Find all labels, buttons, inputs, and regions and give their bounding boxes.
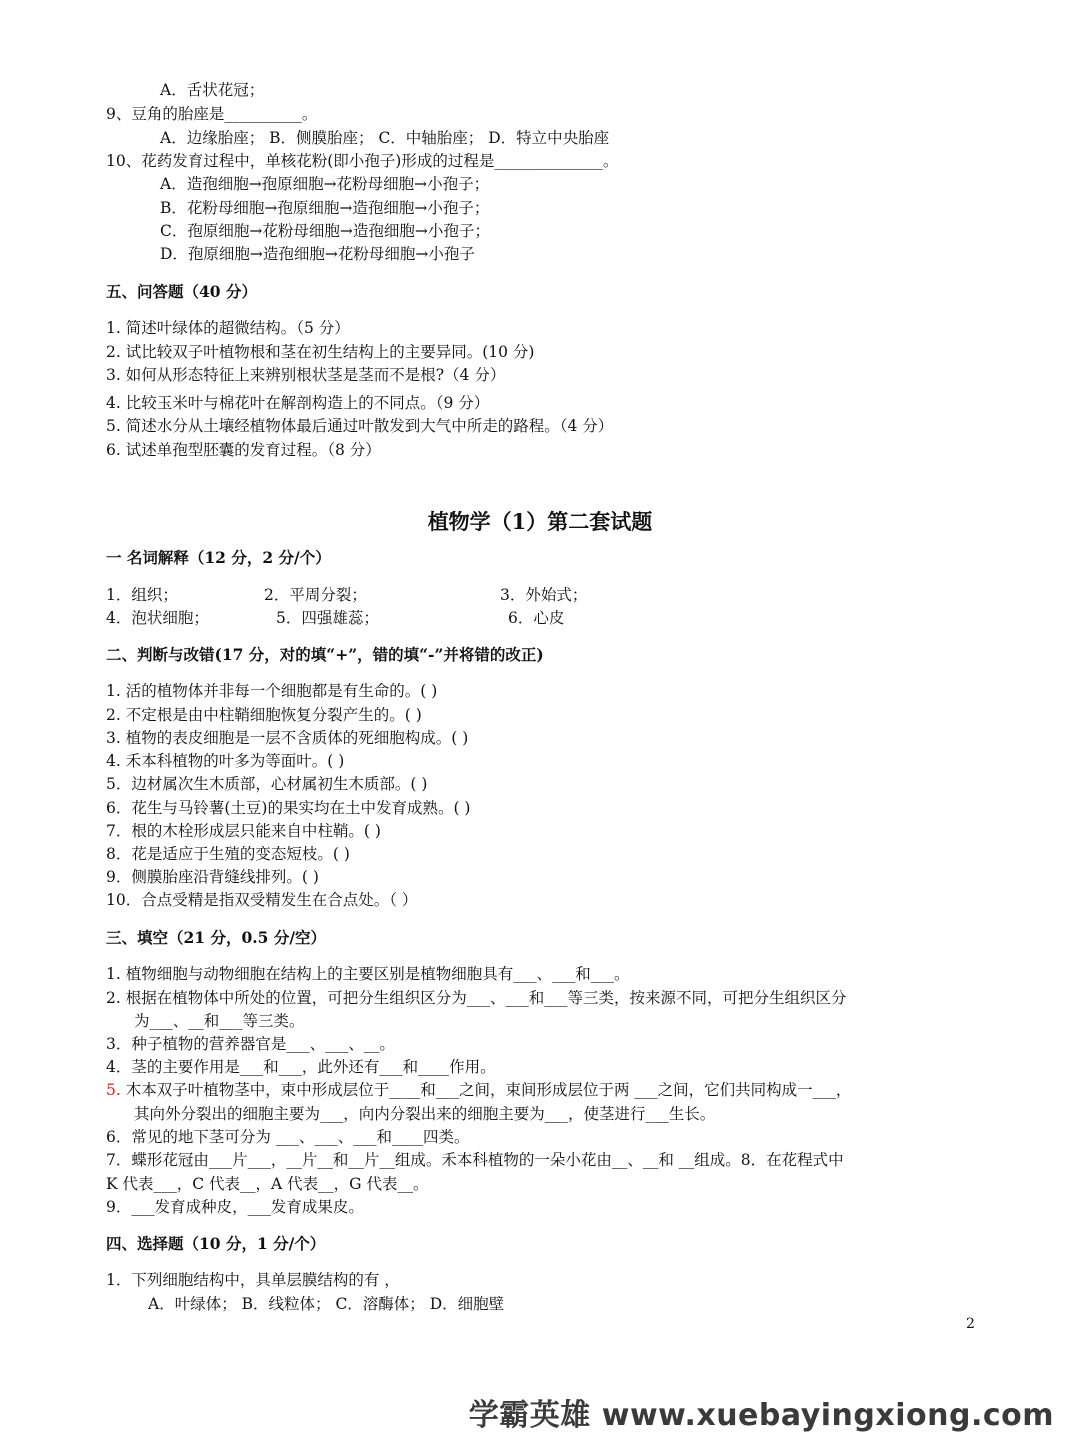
section-4-heading: 四、选择题（10 分，1 分/个） bbox=[106, 1234, 326, 1253]
term-item: 3．外始式； bbox=[500, 586, 588, 604]
judge-item: 10．合点受精是指双受精发生在合点处。（ ） bbox=[106, 891, 418, 909]
fill-item-continuation: K 代表___，C 代表__，A 代表__，G 代表__。 bbox=[106, 1175, 429, 1193]
option-line: A．舌状花冠； bbox=[160, 81, 265, 99]
judge-item: 7．根的木栓形成层只能来自中柱鞘。( ) bbox=[106, 822, 381, 840]
qa-item: 3. 如何从形态特征上来辨别根状茎是茎而不是根?（4 分） bbox=[106, 366, 506, 384]
qa-item: 1. 简述叶绿体的超微结构。（5 分） bbox=[106, 319, 350, 337]
item-number-highlight: 5. bbox=[106, 1081, 121, 1099]
fill-item-continuation: 为___、__和___等三类。 bbox=[134, 1012, 305, 1030]
page-number: 2 bbox=[966, 1316, 975, 1332]
fill-item: 1. 植物细胞与动物细胞在结构上的主要区别是植物细胞具有___、___和___。 bbox=[106, 965, 630, 983]
judge-item: 5．边材属次生木质部，心材属初生木质部。( ) bbox=[106, 775, 428, 793]
section-1-heading: 一 名词解释（12 分，2 分/个） bbox=[106, 548, 331, 567]
question-9-options: A．边缘胎座； B．侧膜胎座； C．中轴胎座； D．特立中央胎座 bbox=[160, 129, 610, 147]
fill-item: 4．茎的主要作用是___和___，此外还有___和____作用。 bbox=[106, 1058, 496, 1076]
fill-item: 7．蝶形花冠由___片___，__片__和__片__组成。禾本科植物的一朵小花由__、__和 __组成。8．在花程式中 bbox=[106, 1151, 844, 1169]
page-title: 植物学（1）第二套试题 bbox=[427, 509, 653, 534]
fill-item-continuation: 其向外分裂出的细胞主要为___，向内分裂出来的细胞主要为___，使茎进行___生长。 bbox=[134, 1105, 716, 1123]
judge-item: 8．花是适应于生殖的变态短枝。( ) bbox=[106, 845, 350, 863]
question-10-option-b: B．花粉母细胞→孢原细胞→造孢细胞→小孢子； bbox=[160, 199, 490, 217]
choice-question: 1．下列细胞结构中，具单层膜结构的有 ， bbox=[106, 1271, 400, 1289]
question-10-option-c: C．孢原细胞→花粉母细胞→造孢细胞→小孢子； bbox=[160, 222, 490, 240]
footer-watermark: 学霸英雄 www.xuebayingxiong.com bbox=[468, 1398, 1054, 1433]
section-3-heading: 三、填空（21 分，0.5 分/空） bbox=[106, 928, 326, 947]
judge-item: 3. 植物的表皮细胞是一层不含质体的死细胞构成。( ) bbox=[106, 729, 469, 747]
fill-item: 2. 根据在植物体中所处的位置，可把分生组织区分为___、___和___等三类，按来源不同，可把分生组织区分 bbox=[106, 989, 847, 1007]
fill-item-text: 木本双子叶植物茎中，束中形成层位于____和___之间，束间形成层位于两 ___之间，它们共同构成一___， bbox=[120, 1081, 852, 1099]
choice-options: A．叶绿体； B．线粒体； C．溶酶体； D．细胞壁 bbox=[148, 1295, 505, 1313]
fill-item: 6．常见的地下茎可分为 ___、___、___和____四类。 bbox=[106, 1128, 470, 1146]
term-item: 1．组织； bbox=[106, 586, 178, 604]
term-item: 4．泡状细胞； bbox=[106, 609, 209, 627]
term-item: 2．平周分裂； bbox=[264, 586, 367, 604]
qa-item: 6. 试述单孢型胚囊的发育过程。（8 分） bbox=[106, 441, 381, 459]
question-10-option-a: A．造孢细胞→孢原细胞→花粉母细胞→小孢子； bbox=[160, 175, 490, 193]
judge-item: 4. 禾本科植物的叶多为等面叶。( ) bbox=[106, 752, 345, 770]
judge-item: 9．侧膜胎座沿背缝线排列。( ) bbox=[106, 868, 319, 886]
fill-item bbox=[106, 1080, 851, 1100]
term-item: 5．四强雄蕊； bbox=[276, 609, 379, 627]
section-5-heading: 五、问答题（40 分） bbox=[106, 282, 257, 301]
qa-item: 4. 比较玉米叶与棉花叶在解剖构造上的不同点。（9 分） bbox=[106, 394, 490, 412]
question-10-option-d: D．孢原细胞→造孢细胞→花粉母细胞→小孢子 bbox=[160, 245, 475, 263]
fill-item: 9．___发育成种皮，___发育成果皮。 bbox=[106, 1198, 364, 1216]
section-2-heading: 二、判断与改错(17 分，对的填“+”，错的填“-”并将错的改正) bbox=[106, 645, 544, 664]
term-item: 6．心皮 bbox=[508, 609, 565, 627]
judge-item: 6．花生与马铃薯(土豆)的果实均在土中发育成熟。( ) bbox=[106, 799, 471, 817]
qa-item: 5. 简述水分从土壤经植物体最后通过叶散发到大气中所走的路程。（4 分） bbox=[106, 417, 614, 435]
question-9: 9、豆角的胎座是__________。 bbox=[106, 105, 318, 123]
judge-item: 1. 活的植物体并非每一个细胞都是有生命的。( ) bbox=[106, 682, 438, 700]
question-10: 10、花药发育过程中，单核花粉(即小孢子)形成的过程是______________。 bbox=[106, 152, 619, 170]
judge-item: 2. 不定根是由中柱鞘细胞恢复分裂产生的。( ) bbox=[106, 706, 422, 724]
fill-item: 3．种子植物的营养器官是___、___、__。 bbox=[106, 1035, 395, 1053]
qa-item: 2. 试比较双子叶植物根和茎在初生结构上的主要异同。(10 分) bbox=[106, 343, 535, 361]
